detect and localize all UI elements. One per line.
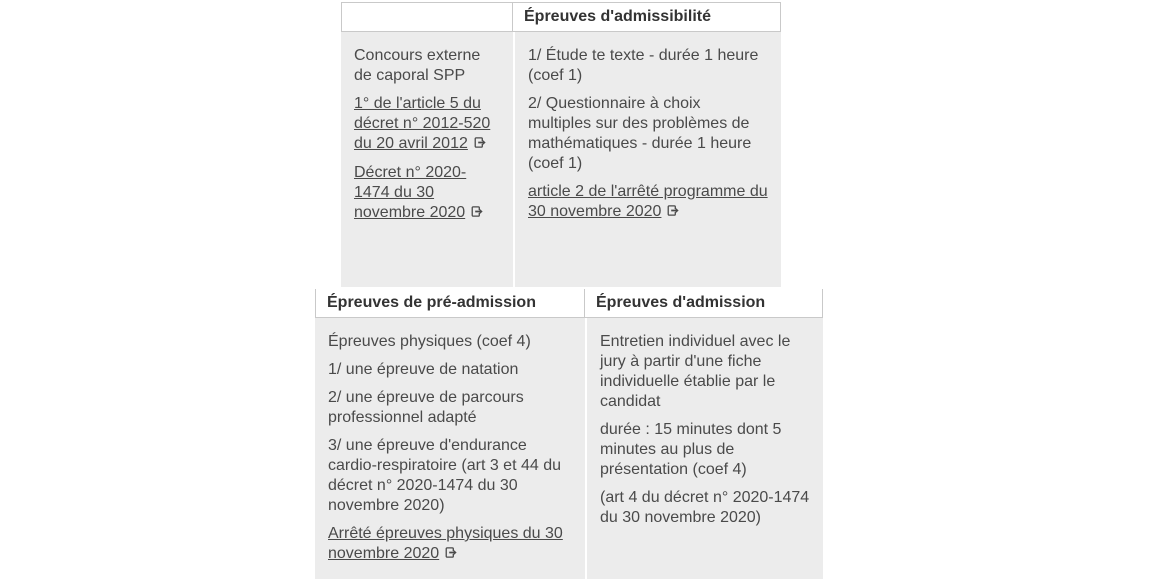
external-link-icon bbox=[666, 203, 679, 223]
admission-header-row bbox=[315, 289, 823, 318]
admission-body-row bbox=[315, 318, 823, 579]
pre-admission-item-2: 1/ une épreuve de natation bbox=[328, 361, 519, 378]
programme-order-paragraph bbox=[528, 182, 768, 223]
admissibility-column-header: Épreuves d'admissibilité bbox=[513, 2, 781, 32]
pre-admission-item-1: Épreuves physiques (coef 4) bbox=[328, 333, 531, 350]
admissibility-item-2: 2/ Questionnaire à choix multiples sur des problèmes de mathématiques - durée 1 heure (coef 1) bbox=[528, 95, 752, 172]
empty-column-header bbox=[341, 2, 513, 32]
pre-admission-column-header: Épreuves de pré-admission bbox=[315, 289, 585, 318]
pre-admission-item-4: 3/ une épreuve d'endurance cardio-respiratoire (art 3 et 44 du décret n° 2020-1474 du 30 novembre 2020) bbox=[328, 437, 561, 514]
admission-item-3: (art 4 du décret n° 2020-1474 du 30 novembre 2020) bbox=[600, 489, 810, 526]
programme-order-link[interactable] bbox=[528, 183, 768, 220]
admission-column-header: Épreuves d'admission bbox=[585, 289, 823, 318]
decree-2012-520-link[interactable] bbox=[354, 95, 490, 152]
admission-cell bbox=[585, 318, 823, 579]
admission-item-2: durée : 15 minutes dont 5 minutes au plus de présentation (coef 4) bbox=[600, 421, 782, 478]
decree-2020-1474-paragraph bbox=[354, 163, 500, 224]
physical-tests-order-paragraph bbox=[328, 524, 572, 565]
admissibility-cell bbox=[513, 32, 781, 287]
course-title: Concours externe de caporal SPP bbox=[354, 47, 481, 84]
external-link-icon bbox=[444, 545, 457, 565]
pre-admission-item-3: 2/ une épreuve de parcours professionnel adapté bbox=[328, 389, 524, 426]
decree-2020-1474-link[interactable] bbox=[354, 164, 483, 221]
decree-2012-520-link-label: 1° de l'article 5 du décret n° 2012-520 du 20 avril 2012 bbox=[354, 95, 491, 152]
physical-tests-order-link-label: Arrêté épreuves physiques du 30 novembre 2020 bbox=[328, 525, 563, 562]
decree-2020-1474-link-label: Décret n° 2020-1474 du 30 novembre 2020 bbox=[354, 164, 467, 221]
programme-order-link-label: article 2 de l'arrêté programme du 30 novembre 2020 bbox=[528, 183, 768, 220]
course-cell bbox=[341, 32, 513, 287]
external-link-icon bbox=[470, 204, 483, 224]
admissibility-body-row bbox=[341, 32, 781, 287]
admissibility-header-row bbox=[341, 2, 781, 32]
admissibility-item-1: 1/ Étude te texte - durée 1 heure (coef 1) bbox=[528, 47, 759, 84]
external-link-icon bbox=[473, 135, 486, 155]
decree-2012-520-paragraph bbox=[354, 94, 500, 155]
admission-table bbox=[315, 289, 823, 579]
admissibility-table bbox=[341, 2, 781, 287]
admission-item-1: Entretien individuel avec le jury à partir d'une fiche individuelle établie par le candidat bbox=[600, 333, 791, 410]
pre-admission-cell bbox=[315, 318, 585, 579]
physical-tests-order-link[interactable] bbox=[328, 525, 563, 562]
